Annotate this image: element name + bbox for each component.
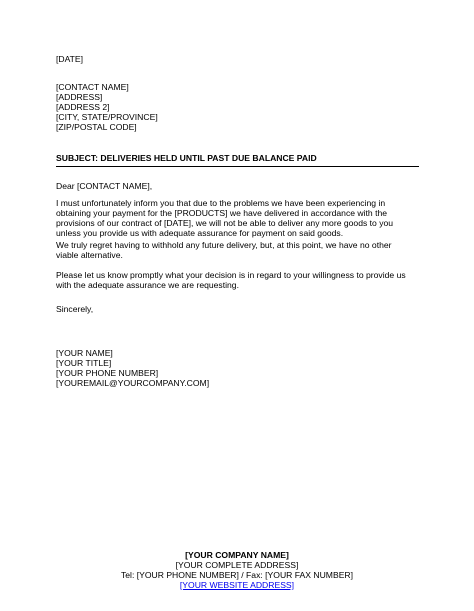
body-paragraph-3 bbox=[56, 270, 416, 290]
recipient-address-line2: [ADDRESS 2] bbox=[56, 102, 110, 112]
paragraph-text: We truly regret having to withhold any future delivery, but, at this point, we have no other viable alternative. bbox=[56, 240, 392, 260]
recipient-zip: [ZIP/POSTAL CODE] bbox=[56, 122, 137, 132]
closing-text: Sincerely, bbox=[56, 304, 94, 314]
recipient-contact-name: [CONTACT NAME] bbox=[56, 82, 129, 92]
body-paragraph-1 bbox=[56, 198, 416, 238]
footer-website-link[interactable]: [YOUR WEBSITE ADDRESS] bbox=[179, 580, 295, 590]
subject-divider bbox=[56, 166, 419, 167]
closing bbox=[56, 304, 416, 314]
date-text: [DATE] bbox=[56, 54, 84, 64]
signature-phone: [YOUR PHONE NUMBER] bbox=[56, 368, 159, 378]
paragraph-text: Please let us know promptly what your decision is in regard to your willingness to provide us with the adequate assurance we are requesting. bbox=[56, 270, 406, 290]
signature-email: [YOUREMAIL@YOURCOMPANY.COM] bbox=[56, 378, 210, 388]
page-footer bbox=[0, 550, 474, 590]
signature-block bbox=[56, 348, 416, 388]
salutation bbox=[56, 181, 416, 191]
recipient-address bbox=[56, 82, 416, 132]
footer-contact: Tel: [YOUR PHONE NUMBER] / Fax: [YOUR FAX NUMBER] bbox=[120, 570, 354, 580]
subject-line: SUBJECT: DELIVERIES HELD UNTIL PAST DUE BALANCE PAID bbox=[56, 153, 317, 163]
signature-title: [YOUR TITLE] bbox=[56, 358, 112, 368]
letter-date bbox=[56, 54, 416, 64]
body-paragraph-2 bbox=[56, 240, 416, 260]
footer-address: [YOUR COMPLETE ADDRESS] bbox=[175, 560, 299, 570]
recipient-city-state: [CITY, STATE/PROVINCE] bbox=[56, 112, 158, 122]
footer-company-name: [YOUR COMPANY NAME] bbox=[185, 550, 289, 560]
paragraph-text: I must unfortunately inform you that due to the problems we have been experiencing in obtaining your payment for the [PRODUCTS] we have delivered in accordance with the provisions of our contract of [DATE], we will not be able to deliver any more goods to you unless you provide us with adequate assurance for payment on said goods. bbox=[56, 198, 394, 238]
salutation-text: Dear [CONTACT NAME], bbox=[56, 181, 153, 191]
recipient-address-line1: [ADDRESS] bbox=[56, 92, 103, 102]
signature-name: [YOUR NAME] bbox=[56, 348, 113, 358]
